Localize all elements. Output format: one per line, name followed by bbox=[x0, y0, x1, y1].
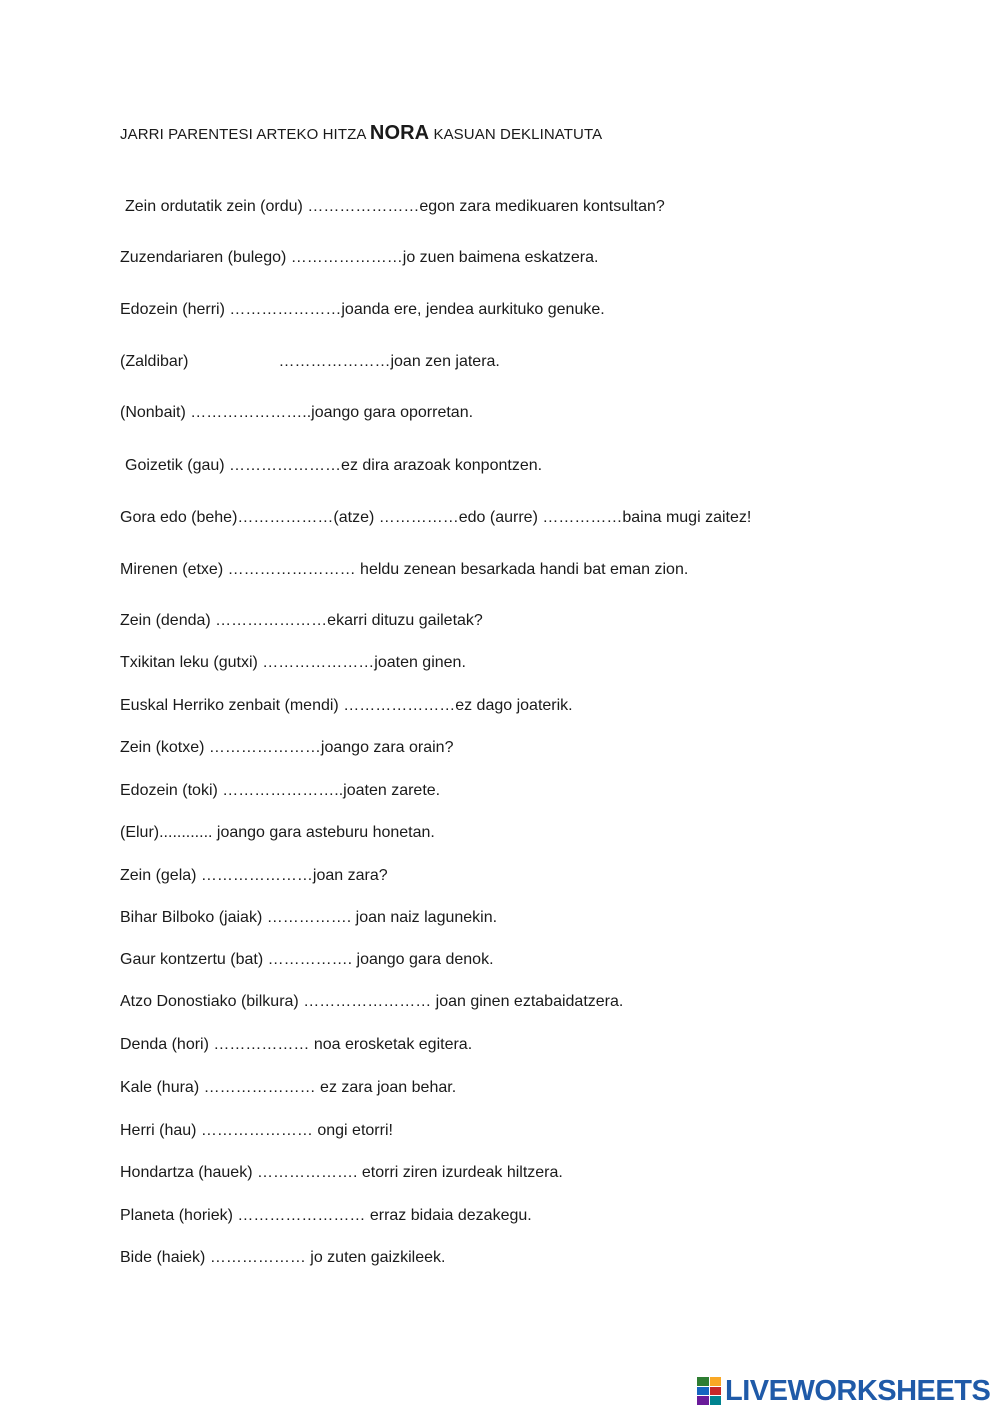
answer-blank[interactable]: ……………. bbox=[266, 909, 352, 926]
answer-blank[interactable]: ………………… bbox=[229, 457, 342, 474]
exercise-prompt: (Zaldibar) bbox=[120, 353, 189, 370]
exercise-line-22 bbox=[120, 1164, 563, 1182]
exercise-prompt: Atzo Donostiako (bilkura) bbox=[120, 993, 304, 1010]
answer-blank-3[interactable]: …………… bbox=[542, 509, 623, 526]
exercise-line-18 bbox=[120, 993, 623, 1011]
exercise-line-13 bbox=[120, 782, 440, 800]
answer-blank[interactable]: ............ bbox=[159, 824, 213, 841]
exercise-continuation: joan ginen eztabaidatzera. bbox=[431, 993, 624, 1010]
answer-blank[interactable]: ………………… bbox=[229, 301, 342, 318]
exercise-continuation: ez dira arazoak konpontzen. bbox=[341, 457, 543, 474]
exercise-prompt: Herri (hau) bbox=[120, 1122, 201, 1139]
logo-text: LIVEWORKSHEETS bbox=[725, 1374, 991, 1407]
exercise-prompt: Zuzendariaren (bulego) bbox=[120, 249, 291, 266]
exercise-continuation: heldu zenean besarkada handi bat eman zion. bbox=[355, 561, 689, 578]
answer-blank[interactable]: ……………. bbox=[267, 951, 353, 968]
answer-blank[interactable]: …………………… bbox=[237, 1207, 366, 1224]
answer-blank[interactable]: ………………… bbox=[307, 198, 420, 215]
exercise-line-3 bbox=[120, 301, 605, 319]
exercise-prompt: Hondartza (hauek) bbox=[120, 1164, 257, 1181]
exercise-line-1 bbox=[125, 198, 665, 216]
exercise-continuation: joan naiz lagunekin. bbox=[351, 909, 498, 926]
exercise-line-24 bbox=[120, 1249, 445, 1267]
exercise-continuation: ongi etorri! bbox=[312, 1122, 393, 1139]
exercise-line-7 bbox=[120, 509, 751, 527]
liveworksheets-logo[interactable] bbox=[697, 1374, 990, 1408]
exercise-prompt: Goizetik (gau) bbox=[125, 457, 230, 474]
exercise-line-4 bbox=[120, 353, 500, 371]
exercise-continuation: baina mugi zaitez! bbox=[622, 509, 752, 526]
answer-blank[interactable]: ………………… bbox=[200, 867, 313, 884]
exercise-continuation: joango gara asteburu honetan. bbox=[212, 824, 435, 841]
exercise-line-16 bbox=[120, 909, 497, 927]
exercise-continuation: joan zara? bbox=[312, 867, 388, 884]
exercise-line-17 bbox=[120, 951, 494, 969]
answer-blank[interactable]: …………………… bbox=[227, 561, 356, 578]
answer-blank[interactable]: ………………… bbox=[290, 249, 403, 266]
exercise-prompt: Denda (hori) bbox=[120, 1036, 214, 1053]
exercise-continuation: joango gara denok. bbox=[352, 951, 494, 968]
answer-blank[interactable]: ………………… bbox=[200, 1122, 313, 1139]
exercise-prompt: Kale (hura) bbox=[120, 1079, 204, 1096]
exercise-line-23 bbox=[120, 1207, 532, 1225]
title-prefix: JARRI PARENTESI ARTEKO HITZA bbox=[120, 126, 370, 143]
exercise-line-6 bbox=[125, 457, 542, 475]
exercise-continuation: ez dago joaterik. bbox=[455, 697, 573, 714]
exercise-prompt: Bide (haiek) bbox=[120, 1249, 210, 1266]
answer-blank[interactable]: ………………… bbox=[203, 1079, 316, 1096]
exercise-line-19 bbox=[120, 1036, 472, 1054]
title-suffix: KASUAN DEKLINATUTA bbox=[429, 126, 603, 143]
exercise-line-8 bbox=[120, 561, 688, 579]
exercise-continuation: joaten zarete. bbox=[343, 782, 441, 799]
liveworksheets-logo-icon bbox=[697, 1377, 721, 1405]
exercise-continuation: noa erosketak egitera. bbox=[309, 1036, 473, 1053]
exercise-line-21 bbox=[120, 1122, 393, 1140]
answer-blank[interactable]: ……………… bbox=[237, 509, 334, 526]
exercise-prompt: Euskal Herriko zenbait (mendi) bbox=[120, 697, 344, 714]
answer-blank[interactable]: ………………… bbox=[208, 739, 321, 756]
exercise-continuation: egon zara medikuaren kontsultan? bbox=[419, 198, 665, 215]
exercise-continuation: joaten ginen. bbox=[374, 654, 466, 671]
exercise-prompt-3: edo (aurre) bbox=[458, 509, 543, 526]
answer-blank[interactable]: ……………… bbox=[213, 1036, 310, 1053]
answer-blank[interactable]: ………………….. bbox=[190, 404, 312, 421]
exercise-line-20 bbox=[120, 1079, 456, 1097]
exercise-prompt: Bihar Bilboko (jaiak) bbox=[120, 909, 267, 926]
exercise-line-10 bbox=[120, 654, 466, 672]
exercise-prompt: Zein (denda) bbox=[120, 612, 216, 629]
exercise-line-2 bbox=[120, 249, 598, 267]
exercise-prompt: Zein ordutatik zein (ordu) bbox=[125, 198, 308, 215]
exercise-line-14 bbox=[120, 824, 435, 842]
answer-blank[interactable]: ………………… bbox=[343, 697, 456, 714]
exercise-prompt: Edozein (herri) bbox=[120, 301, 230, 318]
exercise-prompt: Mirenen (etxe) bbox=[120, 561, 228, 578]
exercise-prompt-2: (atze) bbox=[333, 509, 379, 526]
exercise-prompt: (Elur) bbox=[120, 824, 160, 841]
exercise-prompt: Edozein (toki) bbox=[120, 782, 223, 799]
answer-blank[interactable]: ………………… bbox=[278, 353, 391, 370]
answer-blank-2[interactable]: …………… bbox=[378, 509, 459, 526]
exercise-line-11 bbox=[120, 697, 573, 715]
exercise-line-15 bbox=[120, 867, 388, 885]
answer-blank[interactable]: ………………. bbox=[256, 1164, 358, 1181]
exercise-prompt: Planeta (horiek) bbox=[120, 1207, 238, 1224]
exercise-prompt: Zein (gela) bbox=[120, 867, 201, 884]
exercise-continuation: joanda ere, jendea aurkituko genuke. bbox=[341, 301, 605, 318]
exercise-line-9 bbox=[120, 612, 483, 630]
exercise-line-12 bbox=[120, 739, 453, 757]
answer-blank[interactable]: …………………… bbox=[303, 993, 432, 1010]
exercise-continuation: joan zen jatera. bbox=[390, 353, 500, 370]
title-keyword: NORA bbox=[369, 122, 430, 144]
exercise-prompt: Zein (kotxe) bbox=[120, 739, 209, 756]
exercise-continuation: joango gara oporretan. bbox=[311, 404, 474, 421]
exercise-continuation: ez zara joan behar. bbox=[315, 1079, 457, 1096]
exercise-prompt: Gaur kontzertu (bat) bbox=[120, 951, 268, 968]
worksheet-title bbox=[120, 122, 602, 145]
answer-blank[interactable]: ……………… bbox=[209, 1249, 306, 1266]
answer-blank[interactable]: ………………….. bbox=[222, 782, 344, 799]
exercise-prompt: Gora edo (behe) bbox=[120, 509, 238, 526]
exercise-continuation: ekarri dituzu gailetak? bbox=[327, 612, 483, 629]
exercise-continuation: joango zara orain? bbox=[320, 739, 454, 756]
answer-blank[interactable]: ………………… bbox=[262, 654, 375, 671]
exercise-prompt: (Nonbait) bbox=[120, 404, 191, 421]
exercise-continuation: jo zuen baimena eskatzera. bbox=[402, 249, 599, 266]
exercise-continuation: etorri ziren izurdeak hiltzera. bbox=[357, 1164, 563, 1181]
exercise-continuation: jo zuten gaizkileek. bbox=[305, 1249, 446, 1266]
exercise-line-5 bbox=[120, 404, 473, 422]
exercise-continuation: erraz bidaia dezakegu. bbox=[365, 1207, 532, 1224]
exercise-prompt: Txikitan leku (gutxi) bbox=[120, 654, 263, 671]
answer-blank[interactable]: ………………… bbox=[215, 612, 328, 629]
